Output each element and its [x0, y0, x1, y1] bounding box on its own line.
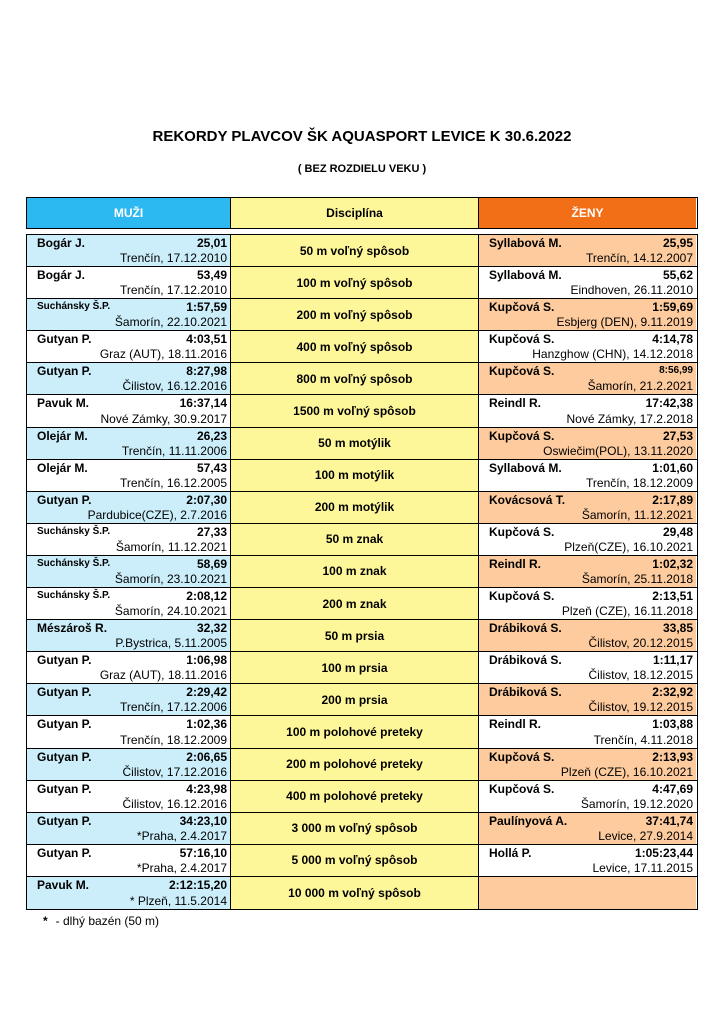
table-row [27, 363, 697, 395]
women-swimmer-name: Syllabová M. [489, 460, 562, 475]
table-row [27, 781, 697, 813]
men-record-cell [27, 877, 231, 909]
header-women: ŽENY [479, 198, 696, 228]
men-record-place: Graz (AUT), 18.11.2016 [99, 668, 227, 683]
men-record-cell [27, 781, 231, 812]
men-record-place: Trenčín, 17.12.2010 [120, 283, 227, 298]
men-record-time: 4:23,98 [186, 781, 227, 796]
women-record-time: 25,95 [662, 236, 693, 250]
discipline-cell: 200 m znak [231, 588, 479, 619]
men-swimmer-name: Bogár J. [37, 268, 86, 283]
men-record-time: 34:23,10 [179, 813, 227, 828]
women-record-time: 33,85 [662, 621, 693, 636]
women-record-place: Trenčín, 14.12.2007 [586, 251, 693, 266]
men-record-place: Nové Zámky, 30.9.2017 [100, 411, 227, 426]
table-row [27, 235, 697, 267]
discipline-cell: 100 m voľný spôsob [231, 267, 479, 298]
discipline-cell: 400 m voľný spôsob [231, 331, 479, 362]
women-record-time: 1:03,88 [652, 717, 693, 732]
women-record-time: 2:13,51 [652, 589, 693, 604]
men-record-place: Trenčín, 11.11.2006 [121, 443, 227, 458]
women-record-time: 2:13,93 [652, 749, 693, 764]
women-record-place: Čilistov, 19.12.2015 [588, 700, 693, 715]
women-record-cell [479, 781, 696, 812]
women-record-place: Trenčín, 4.11.2018 [593, 732, 693, 747]
men-swimmer-name: Gutyan P. [37, 845, 92, 860]
women-record-place: Levice, 17.11.2015 [592, 860, 693, 875]
men-record-time: 1:02,36 [186, 717, 227, 732]
table-row [27, 556, 697, 588]
men-swimmer-name: Suchánsky Š.P. [37, 590, 111, 602]
women-record-cell [479, 331, 696, 362]
women-record-place: Nové Zámky, 17.2.2018 [566, 411, 693, 426]
men-record-cell [27, 331, 231, 362]
women-swimmer-name: Kupčová S. [489, 332, 555, 347]
men-swimmer-name: Gutyan P. [37, 749, 92, 764]
footnote [43, 914, 159, 928]
men-record-time: 2:08,12 [186, 589, 227, 604]
women-record-place: Plzeň(CZE), 16.10.2021 [564, 539, 693, 554]
men-record-place: P.Bystrica, 5.11.2005 [115, 636, 227, 651]
men-swimmer-name: Gutyan P. [37, 717, 92, 732]
men-swimmer-name: Gutyan P. [37, 332, 92, 347]
women-record-cell [479, 299, 696, 330]
men-record-cell [27, 460, 231, 491]
men-record-cell [27, 492, 231, 523]
women-record-place: Eindhoven, 26.11.2010 [570, 283, 693, 298]
men-swimmer-name: Olejár M. [37, 428, 88, 443]
women-record-place: Šamorín, 25.11.2018 [581, 572, 693, 587]
men-record-place: * Plzeň, 11.5.2014 [129, 893, 227, 908]
men-record-time: 2:06,65 [186, 749, 227, 764]
women-swimmer-name: Drábiková S. [489, 685, 562, 700]
women-record-place: Levice, 27.9.2014 [598, 828, 693, 843]
men-swimmer-name: Suchánsky Š.P. [37, 557, 111, 569]
men-record-time: 1:57,59 [186, 300, 227, 315]
table-row [27, 845, 697, 877]
women-swimmer-name: Reindl R. [489, 556, 542, 571]
women-record-time: 1:59,69 [652, 300, 693, 315]
men-record-cell [27, 428, 231, 459]
discipline-cell: 50 m znak [231, 524, 479, 555]
women-record-cell [479, 813, 696, 844]
men-record-place: Graz (AUT), 18.11.2016 [99, 347, 227, 362]
table-row [27, 492, 697, 524]
women-swimmer-name: Kovácsová T. [489, 492, 566, 507]
page-title: REKORDY PLAVCOV ŠK AQUASPORT LEVICE K 30.6.2022 [152, 128, 572, 145]
discipline-cell: 100 m motýlik [231, 460, 479, 491]
men-record-time: 57:16,10 [179, 845, 227, 860]
women-record-place: Čilistov, 18.12.2015 [588, 668, 693, 683]
women-record-place: Trenčín, 18.12.2009 [586, 475, 693, 490]
men-record-cell [27, 363, 231, 394]
discipline-cell: 100 m znak [231, 556, 479, 587]
women-swimmer-name: Kupčová S. [489, 524, 555, 539]
men-record-time: 2:07,30 [186, 492, 227, 507]
women-record-cell [479, 428, 696, 459]
discipline-cell: 10 000 m voľný spôsob [231, 877, 479, 909]
women-record-cell [479, 877, 696, 909]
men-swimmer-name: Olejár M. [37, 460, 88, 475]
women-swimmer-name: Drábiková S. [489, 621, 562, 636]
women-record-place: Plzeň (CZE), 16.11.2018 [561, 604, 693, 619]
women-swimmer-name: Hollá P. [489, 845, 532, 860]
men-record-time: 1:06,98 [186, 653, 227, 668]
women-record-time: 1:01,60 [652, 460, 693, 475]
discipline-cell: 200 m prsia [231, 684, 479, 715]
men-record-time: 16:37,14 [179, 396, 227, 411]
men-record-time: 58,69 [196, 556, 227, 571]
women-record-time: 55,62 [662, 268, 693, 283]
women-record-cell [479, 588, 696, 619]
men-swimmer-name: Bogár J. [37, 236, 86, 250]
men-swimmer-name: Gutyan P. [37, 813, 92, 828]
women-record-place: Esbjerg (DEN), 9.11.2019 [556, 315, 693, 330]
header-discipline: Disciplína [231, 198, 479, 228]
discipline-cell: 800 m voľný spôsob [231, 363, 479, 394]
women-record-time: 2:32,92 [652, 685, 693, 700]
women-record-cell [479, 716, 696, 747]
page-subtitle: ( BEZ ROZDIELU VEKU ) [297, 163, 427, 175]
women-record-cell [479, 267, 696, 298]
records-table [26, 234, 698, 910]
men-record-cell [27, 299, 231, 330]
women-record-cell [479, 460, 696, 491]
men-record-cell [27, 620, 231, 651]
table-row [27, 749, 697, 781]
table-row [27, 524, 697, 556]
men-record-time: 32,32 [196, 621, 227, 636]
men-record-place: Trenčín, 17.12.2006 [120, 700, 227, 715]
women-record-cell [479, 492, 696, 523]
men-record-cell [27, 524, 231, 555]
men-record-cell [27, 749, 231, 780]
table-row [27, 460, 697, 492]
women-swimmer-name: Syllabová M. [489, 268, 562, 283]
women-record-time: 1:02,32 [652, 556, 693, 571]
men-swimmer-name: Gutyan P. [37, 653, 92, 668]
men-record-cell [27, 652, 231, 683]
table-row [27, 395, 697, 427]
women-record-cell [479, 620, 696, 651]
table-row [27, 813, 697, 845]
women-swimmer-name: Drábiková S. [489, 653, 562, 668]
men-swimmer-name: Suchánsky Š.P. [37, 301, 111, 313]
men-record-place: *Praha, 2.4.2017 [136, 828, 227, 843]
women-record-cell [479, 524, 696, 555]
discipline-cell: 50 m motýlik [231, 428, 479, 459]
men-swimmer-name: Gutyan P. [37, 364, 92, 379]
discipline-cell: 400 m polohové preteky [231, 781, 479, 812]
men-record-place: Čilistov, 16.12.2016 [122, 379, 227, 394]
men-record-time: 27,33 [196, 524, 227, 539]
men-record-time: 25,01 [196, 236, 227, 250]
women-record-place: Čilistov, 20.12.2015 [588, 636, 693, 651]
women-swimmer-name: Paulínyová A. [489, 813, 568, 828]
men-record-cell [27, 556, 231, 587]
women-swimmer-name: Kupčová S. [489, 589, 555, 604]
women-record-time: 27,53 [662, 428, 693, 443]
women-record-time: 4:47,69 [652, 781, 693, 796]
discipline-cell: 200 m polohové preteky [231, 749, 479, 780]
men-swimmer-name: Mészároš R. [37, 621, 108, 636]
men-record-cell [27, 813, 231, 844]
women-record-cell [479, 363, 696, 394]
men-record-place: Šamorín, 11.12.2021 [115, 539, 227, 554]
discipline-cell: 100 m prsia [231, 652, 479, 683]
women-record-place: Oswiečim(POL), 13.11.2020 [543, 443, 693, 458]
discipline-cell: 100 m polohové preteky [231, 716, 479, 747]
discipline-cell: 3 000 m voľný spôsob [231, 813, 479, 844]
women-record-time: 17:42,38 [645, 396, 693, 411]
women-record-time: 4:14,78 [652, 332, 693, 347]
women-swimmer-name: Kupčová S. [489, 428, 555, 443]
women-record-cell [479, 235, 696, 266]
women-record-place: Plzeň (CZE), 16.10.2021 [560, 764, 693, 779]
table-row [27, 267, 697, 299]
discipline-cell: 5 000 m voľný spôsob [231, 845, 479, 876]
table-row [27, 428, 697, 460]
men-record-cell [27, 588, 231, 619]
men-swimmer-name: Pavuk M. [37, 877, 90, 892]
men-swimmer-name: Suchánsky Š.P. [37, 525, 111, 537]
men-record-place: Čilistov, 16.12.2016 [122, 796, 227, 811]
men-record-time: 53,49 [196, 268, 227, 283]
men-swimmer-name: Pavuk M. [37, 396, 90, 411]
men-record-time: 26,23 [196, 428, 227, 443]
women-swimmer-name: Reindl R. [489, 396, 542, 411]
men-record-time: 2:12:15,20 [168, 877, 227, 892]
men-record-place: Šamorín, 24.10.2021 [114, 604, 227, 619]
men-record-cell [27, 395, 231, 426]
women-record-place: Šamorín, 11.12.2021 [581, 507, 693, 522]
table-row [27, 652, 697, 684]
table-row [27, 588, 697, 620]
women-record-cell [479, 652, 696, 683]
table-row [27, 877, 697, 909]
women-record-cell [479, 684, 696, 715]
women-record-place: Šamorín, 21.2.2021 [587, 379, 693, 394]
table-row [27, 716, 697, 748]
table-row [27, 331, 697, 363]
discipline-cell: 200 m voľný spôsob [231, 299, 479, 330]
men-record-place: *Praha, 2.4.2017 [136, 860, 227, 875]
men-record-cell [27, 716, 231, 747]
discipline-cell: 50 m prsia [231, 620, 479, 651]
table-row [27, 620, 697, 652]
men-record-cell [27, 267, 231, 298]
women-record-time: 1:11,17 [652, 653, 693, 668]
women-swimmer-name: Kupčová S. [489, 781, 555, 796]
men-record-cell [27, 684, 231, 715]
women-record-time: 37:41,74 [645, 813, 693, 828]
men-record-place: Pardubice(CZE), 2.7.2016 [87, 507, 227, 522]
women-record-place: Hanzghow (CHN), 14.12.2018 [532, 347, 693, 362]
header-men: MUŽI [27, 198, 231, 228]
men-record-place: Trenčín, 16.12.2005 [120, 475, 227, 490]
men-record-cell [27, 235, 231, 266]
women-record-cell [479, 395, 696, 426]
women-record-time: 2:17,89 [652, 492, 693, 507]
table-header [26, 197, 698, 229]
men-record-place: Čilistov, 17.12.2016 [122, 764, 227, 779]
men-record-time: 8:27,98 [186, 364, 227, 379]
table-row [27, 684, 697, 716]
women-swimmer-name: Syllabová M. [489, 236, 562, 250]
women-record-cell [479, 749, 696, 780]
discipline-cell: 200 m motýlik [231, 492, 479, 523]
men-record-time: 4:03,51 [186, 332, 227, 347]
women-record-cell [479, 845, 696, 876]
men-swimmer-name: Gutyan P. [37, 492, 92, 507]
men-record-time: 2:29,42 [186, 685, 227, 700]
women-record-place: Šamorín, 19.12.2020 [580, 796, 693, 811]
men-record-place: Šamorín, 22.10.2021 [114, 315, 227, 330]
men-record-place: Trenčín, 17.12.2010 [120, 251, 227, 266]
women-record-cell [479, 556, 696, 587]
women-record-time: 1:05:23,44 [634, 845, 693, 860]
table-row [27, 299, 697, 331]
discipline-cell: 1500 m voľný spôsob [231, 395, 479, 426]
men-record-cell [27, 845, 231, 876]
women-swimmer-name: Kupčová S. [489, 364, 555, 379]
men-record-time: 57,43 [196, 460, 227, 475]
footnote-text: - dlhý bazén (50 m) [55, 914, 160, 928]
men-swimmer-name: Gutyan P. [37, 781, 92, 796]
women-swimmer-name: Kupčová S. [489, 749, 555, 764]
men-swimmer-name: Gutyan P. [37, 685, 92, 700]
men-record-place: Šamorín, 23.10.2021 [114, 572, 227, 587]
footnote-mark: * [43, 914, 48, 928]
men-record-place: Trenčín, 18.12.2009 [120, 732, 227, 747]
discipline-cell: 50 m voľný spôsob [231, 235, 479, 266]
women-swimmer-name: Reindl R. [489, 717, 542, 732]
women-swimmer-name: Kupčová S. [489, 300, 555, 315]
women-record-time: 29,48 [662, 524, 693, 539]
women-record-time: 8:56,99 [659, 365, 693, 377]
